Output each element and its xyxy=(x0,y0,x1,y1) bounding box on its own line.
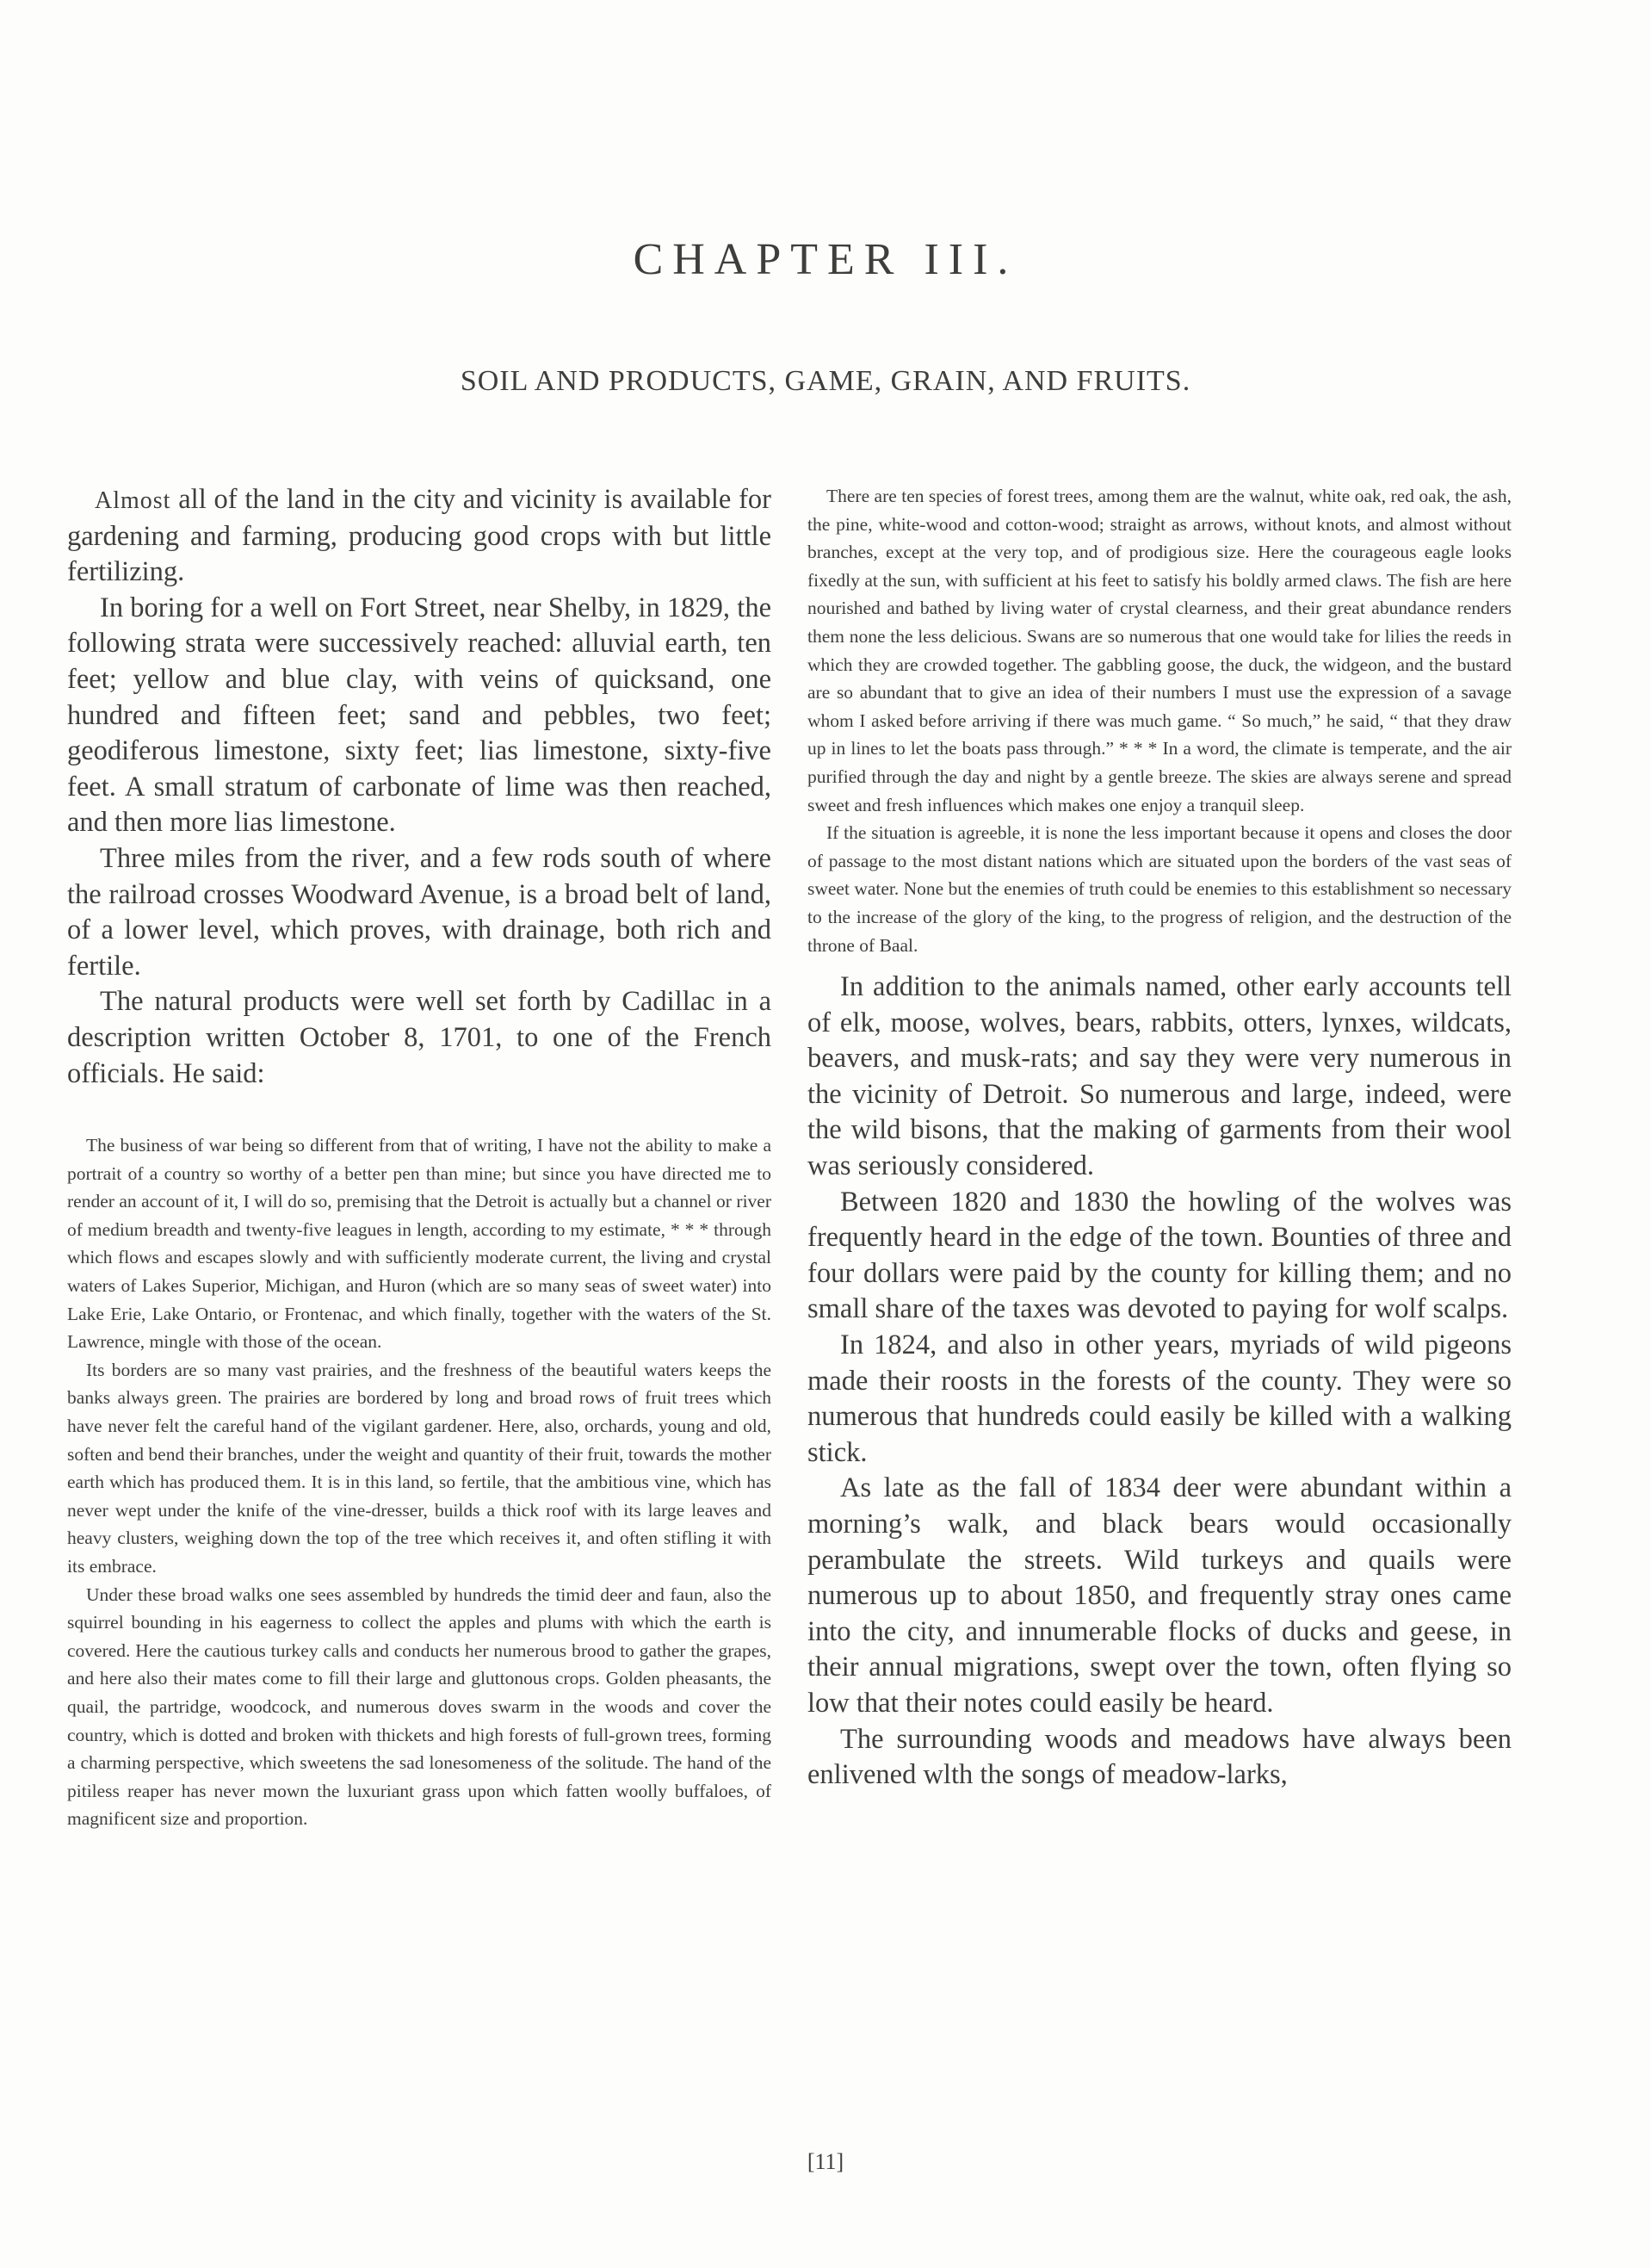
body-paragraph: The natural products were well set forth by Cadillac in a description written October 8, 1701, to one of the French officials. He said: xyxy=(67,986,771,1089)
left-block-quote xyxy=(67,1131,771,1833)
quote-paragraph: If the situation is agreeble, it is none the less important because it opens and closes the door of passage to the most distant nations which are situated upon the borders of the vast seas of sweet water. None but the enemies of truth could be enemies to this establishment so necessary to the increase of the glory of the king, to the progress of religion, and the destruction of the throne of Baal. xyxy=(807,822,1512,956)
body-paragraph: In boring for a well on Fort Street, near Shelby, in 1829, the following strata were successively reached: alluvial earth, ten feet; yellow and blue clay, with veins of quicksand, one hundred and fifteen feet; sand and pebbles, two feet; geodiferous limestone, sixty feet; lias limestone, sixty-five feet. A small stratum of carbonate of lime was then reached, and then more lias limestone. xyxy=(67,592,771,839)
body-paragraph: In 1824, and also in other years, myriads of wild pigeons made their roosts in the forests of the county. They were so numerous that hundreds could easily be killed with a walking stick. xyxy=(807,1329,1512,1468)
left-column xyxy=(67,482,771,1833)
body-paragraph: The surrounding woods and meadows have always been enlivened wlth the songs of meadow-larks, xyxy=(807,1723,1512,1791)
quote-paragraph: There are ten species of forest trees, among them are the walnut, white oak, red oak, the ash, the pine, white-wood and cotton-wood; straight as arrows, without knots, and almost without branches, except at the very top, and of prodigious size. Here the courageous eagle looks fixedly at the sun, with sufficient at his feet to satisfy his boldly armed claws. The fish are here nourished and bathed by living water of crystal clearness, and their great abundance renders them none the less delicious. Swans are so numerous that one would take for lilies the reeds in which they are crowded together. The gabbling goose, the duck, the widgeon, and the bustard are so abundant that to give an idea of their numbers I must use the expression of a savage whom I asked before arriving if there was much game. “ So much,” he said, “ that they draw up in lines to let the boats pass through.” * * * In a word, the climate is temperate, and the air purified through the day and night by a gentle breeze. The skies are always serene and spread sweet and fresh influences which makes one enjoy a tranquil sleep. xyxy=(807,486,1512,815)
right-body-text xyxy=(807,970,1512,1794)
opening-small-caps: Almost xyxy=(95,487,171,514)
chapter-title: CHAPTER III. xyxy=(633,235,1018,284)
quote-paragraph: Its borders are so many vast prairies, and the freshness of the beautiful waters keeps the banks always green. The prairies are bordered by long and broad rows of fruit trees which have never felt the careful hand of the vigilant gardener. Here, also, orchards, young and old, soften and bend their branches, under the weight and quantity of their fruit, towards the mother earth which has produced them. It is in this land, so fertile, that the ambitious vine, which has never wept under the knife of the vine-dresser, builds a thick roof with its large leaves and heavy clusters, weighing down the top of the tree which receives it, and often stifling it with its embrace. xyxy=(67,1359,771,1577)
body-paragraph-text: all of the land in the city and vicinity is available for gardening and farming, producing good crops with but little fertilizing. xyxy=(67,484,771,588)
right-column xyxy=(807,482,1512,1794)
chapter-subtitle: SOIL AND PRODUCTS, GAME, GRAIN, AND FRUITS. xyxy=(460,365,1191,397)
body-paragraph: Three miles from the river, and a few rods south of where the railroad crosses Woodward Avenue, is a broad belt of land, of a lower level, which proves, with drainage, both rich and fertile. xyxy=(67,842,771,982)
body-paragraph: In addition to the animals named, other early accounts tell of elk, moose, wolves, bears, rabbits, otters, lynxes, wildcats, beavers, and musk-rats; and say they were very numerous in the vicinity of Detroit. So numerous and large, indeed, were the wild bisons, that the making of garments from their wool was seriously considered. xyxy=(807,971,1512,1182)
right-block-quote xyxy=(807,482,1512,959)
left-body-text xyxy=(67,482,771,1092)
body-paragraph xyxy=(67,482,771,591)
quote-paragraph: The business of war being so different from that of writing, I have not the ability to make a portrait of a country so worthy of a better pen than mine; but since you have directed me to render an account of it, I will do so, premising that the Detroit is actually but a channel or river of medium breadth and twenty-five leagues in length, according to my estimate, * * * through which flows and escapes slowly and with sufficiently moderate current, the living and crystal waters of Lakes Superior, Michigan, and Huron (which are so many seas of sweet water) into Lake Erie, Lake Ontario, or Frontenac, and which finally, together with the waters of the St. Lawrence, mingle with those of the ocean. xyxy=(67,1135,771,1353)
body-paragraph: Between 1820 and 1830 the howling of the wolves was frequently heard in the edge of the town. Bounties of three and four dollars were paid by the county for killing them; and no small share of the taxes was devoted to paying for wolf scalps. xyxy=(807,1186,1512,1325)
body-paragraph: As late as the fall of 1834 deer were abundant within a morning’s walk, and black bears would occasionally perambulate the streets. Wild turkeys and quails were numerous up to about 1850, and frequently stray ones came into the city, and innumerable flocks of ducks and geese, in their annual migrations, swept over the town, often flying so low that their notes could easily be heard. xyxy=(807,1472,1512,1719)
page-number: [11] xyxy=(807,2149,844,2174)
quote-paragraph: Under these broad walks one sees assembled by hundreds the timid deer and faun, also the squirrel bounding in his eagerness to collect the apples and plums with which the earth is covered. Here the cautious turkey calls and conducts her numerous brood to gather the grapes, and here also their mates come to fill their large and gluttonous crops. Golden pheasants, the quail, the partridge, woodcock, and numerous doves swarm in the woods and cover the country, which is dotted and broken with thickets and high forests of full-grown trees, forming a charming perspective, which sweetens the sad lonesomeness of the solitude. The hand of the pitiless reaper has never mown the luxuriant grass upon which fatten woolly buffaloes, of magnificent size and proportion. xyxy=(67,1583,771,1830)
